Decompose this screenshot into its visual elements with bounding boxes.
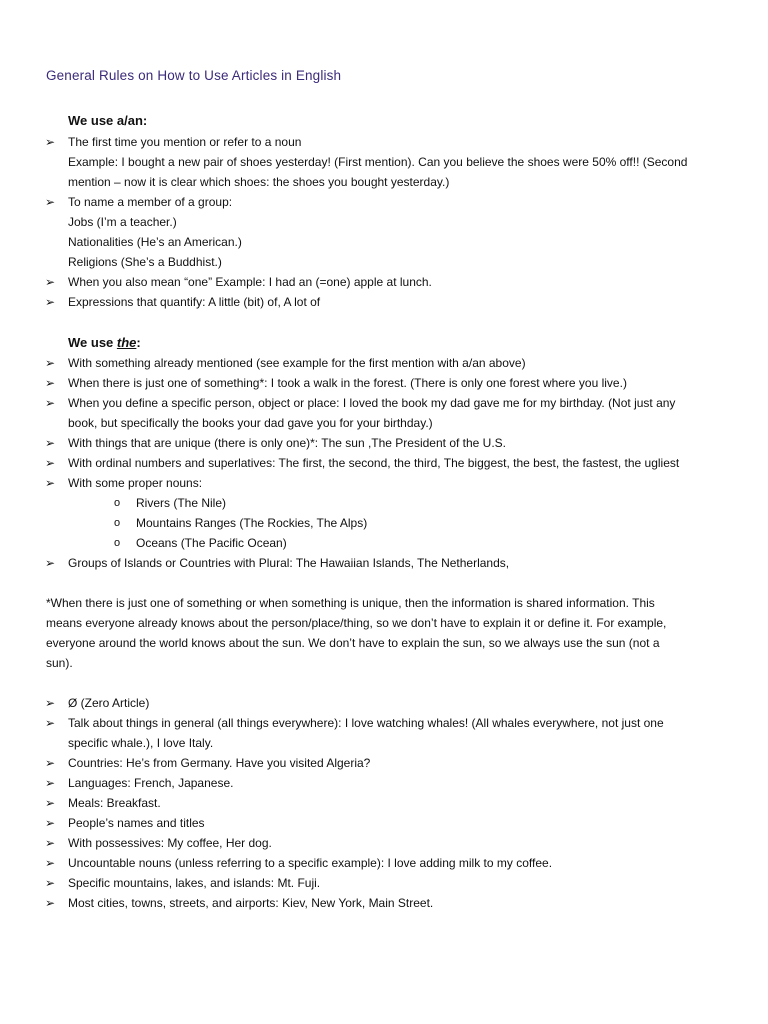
footnote-line: sun).: [46, 656, 73, 670]
bullet-icon: ➢: [45, 896, 56, 910]
list-item-continuation: book, but specifically the books your dad gave you for your birthday.): [68, 416, 433, 430]
bullet-icon: ➢: [45, 696, 56, 710]
list-item: Expressions that quantify: A little (bit) of, A lot of: [68, 295, 321, 309]
bullet-icon: ➢: [45, 396, 56, 410]
bullet-icon: ➢: [45, 356, 56, 370]
list-item: With something already mentioned (see example for the first mention with a/an above): [68, 356, 526, 370]
bullet-icon: ➢: [45, 295, 56, 309]
sub-list-item: Mountains Ranges (The Rockies, The Alps): [136, 516, 368, 530]
bullet-icon: ➢: [45, 856, 56, 870]
list-item-continuation: specific whale.), I love Italy.: [68, 736, 214, 750]
list-item: With possessives: My coffee, Her dog.: [68, 836, 272, 850]
bullet-icon: ➢: [45, 876, 56, 890]
heading-the-word: the: [116, 335, 137, 350]
bullet-icon: ➢: [45, 195, 56, 209]
list-item-continuation: mention – now it is clear which shoes: the shoes you bought yesterday.): [68, 175, 450, 189]
sub-bullet-icon: o: [114, 517, 121, 529]
list-item: Meals: Breakfast.: [68, 796, 161, 810]
footnote-line: means everyone already knows about the person/place/thing, so we don’t have to explain it or define it. For example,: [46, 616, 667, 630]
list-item-continuation: Example: I bought a new pair of shoes yesterday! (First mention). Can you believe the shoes were 50% off!! (Second: [68, 155, 688, 169]
list-item-continuation: Religions (She’s a Buddhist.): [68, 255, 222, 269]
bullet-icon: ➢: [45, 275, 56, 289]
heading-use-the: [68, 333, 141, 353]
sub-list-item: Oceans (The Pacific Ocean): [136, 536, 287, 550]
list-item: With things that are unique (there is only one)*: The sun ,The President of the U.S.: [68, 436, 507, 450]
bullet-icon: ➢: [45, 796, 56, 810]
list-item: Talk about things in general (all things everywhere): I love watching whales! (All whales everywhere, not just one: [68, 716, 664, 730]
footnote-line: *When there is just one of something or when something is unique, then the information is shared information. This: [46, 596, 655, 610]
bullet-icon: ➢: [45, 836, 56, 850]
list-item: With some proper nouns:: [68, 476, 203, 490]
list-item: Countries: He’s from Germany. Have you visited Algeria?: [68, 756, 371, 770]
sub-bullet-icon: o: [114, 537, 121, 549]
list-item: Most cities, towns, streets, and airports: Kiev, New York, Main Street.: [68, 896, 434, 910]
bullet-icon: ➢: [45, 436, 56, 450]
bullet-icon: ➢: [45, 135, 56, 149]
bullet-icon: ➢: [45, 716, 56, 730]
sub-bullet-icon: o: [114, 497, 121, 509]
list-item: With ordinal numbers and superlatives: The first, the second, the third, The biggest, the best, the fastest, the ugliest: [68, 456, 680, 470]
document-title: General Rules on How to Use Articles in English: [46, 68, 342, 83]
bullet-icon: ➢: [45, 756, 56, 770]
list-item: When there is just one of something*: I took a walk in the forest. (There is only one forest where you live.): [68, 376, 627, 390]
heading-suffix: :: [136, 335, 141, 350]
bullet-icon: ➢: [45, 376, 56, 390]
list-item: Uncountable nouns (unless referring to a specific example): I love adding milk to my coffee.: [68, 856, 553, 870]
list-item: When you also mean “one” Example: I had an (=one) apple at lunch.: [68, 275, 432, 289]
bullet-icon: ➢: [45, 776, 56, 790]
bullet-icon: ➢: [45, 476, 56, 490]
list-item: Languages: French, Japanese.: [68, 776, 234, 790]
list-item-continuation: Nationalities (He’s an American.): [68, 235, 242, 249]
bullet-icon: ➢: [45, 816, 56, 830]
list-item: Groups of Islands or Countries with Plural: The Hawaiian Islands, The Netherlands,: [68, 556, 510, 570]
sub-list-item: Rivers (The Nile): [136, 496, 227, 510]
list-item: To name a member of a group:: [68, 195, 233, 209]
list-item: Specific mountains, lakes, and islands: Mt. Fuji.: [68, 876, 321, 890]
list-item: People’s names and titles: [68, 816, 205, 830]
heading-use-a-an: We use a/an:: [68, 113, 148, 128]
list-item: When you define a specific person, object or place: I loved the book my dad gave me for my birthday. (Not just any: [68, 396, 676, 410]
list-item: Ø (Zero Article): [68, 696, 150, 710]
heading-prefix: We use: [68, 335, 117, 350]
bullet-icon: ➢: [45, 456, 56, 470]
list-item-continuation: Jobs (I’m a teacher.): [68, 215, 177, 229]
footnote-line: everyone around the world knows about the sun. We don’t have to explain the sun, so we always use the sun (not a: [46, 636, 660, 650]
bullet-icon: ➢: [45, 556, 56, 570]
list-item: The first time you mention or refer to a noun: [68, 135, 302, 149]
